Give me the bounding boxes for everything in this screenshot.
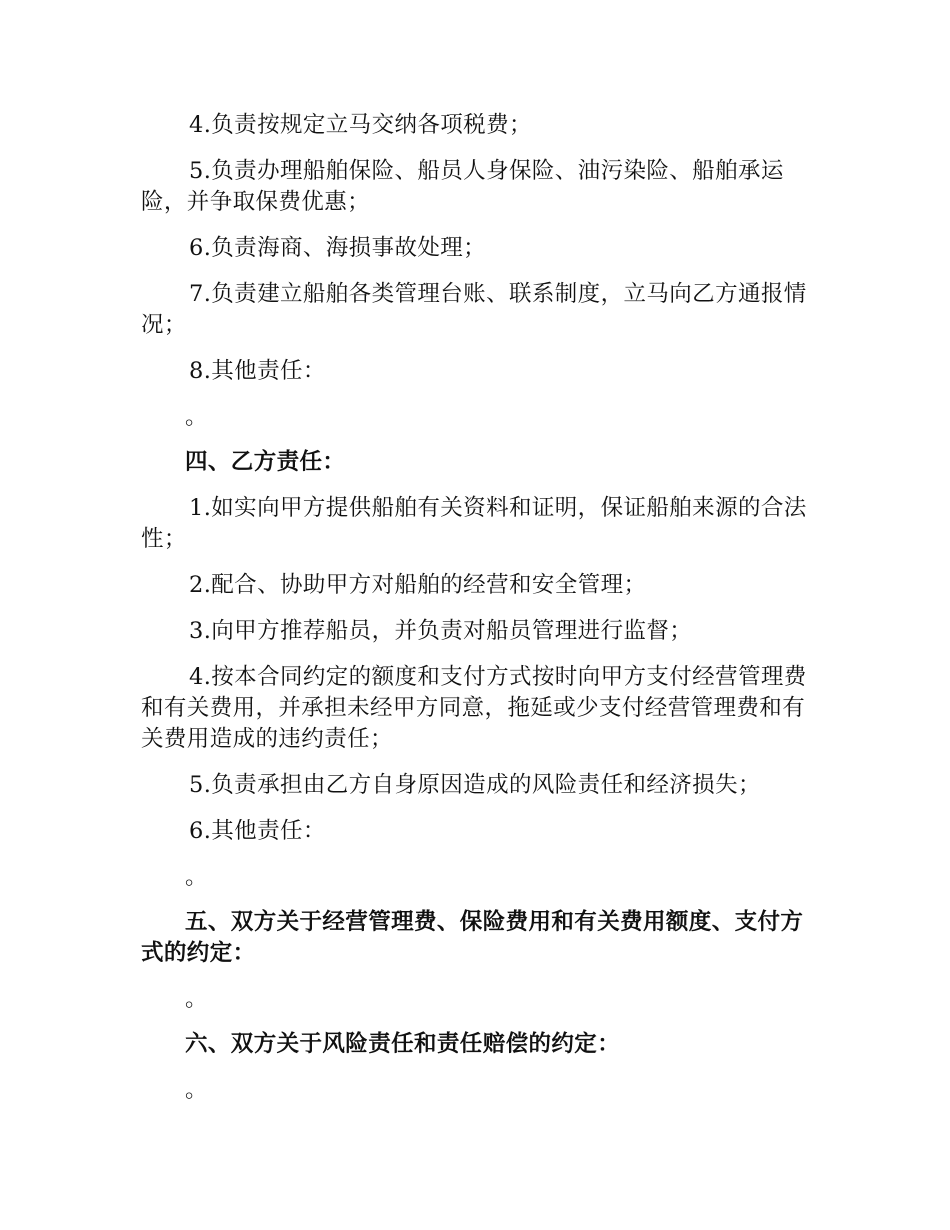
- section-heading-6: 六、双方关于风险责任和责任赔偿的约定：: [185, 1031, 621, 1057]
- clause-yi-5: 5.负责承担由乙方自身原因造成的风险责任和经济损失；: [189, 772, 761, 798]
- section-heading-5: 五、双方关于经营管理费、保险费用和有关费用额度、支付方式的约定：: [141, 909, 804, 966]
- clause-yi-2: 2.配合、协助甲方对船舶的经营和安全管理；: [189, 572, 647, 598]
- clause-yi-3: 3.向甲方推荐船员，并负责对船员管理进行监督；: [189, 618, 693, 644]
- clause-jia-4: 4.负责按规定立马交纳各项税费；: [189, 112, 532, 138]
- clause-jia-8: 8.其他责任：: [189, 358, 326, 384]
- blank-fill-line: 。: [185, 864, 208, 890]
- blank-fill-line: 。: [185, 404, 208, 430]
- clause-jia-5: 5.负责办理船舶保险、船员人身保险、油污染险、船舶承运险，并争取保费优惠；: [141, 158, 784, 215]
- document-page: [141, 110, 813, 1120]
- section-heading-4: 四、乙方责任：: [185, 449, 346, 475]
- clause-jia-6: 6.负责海商、海损事故处理；: [189, 235, 487, 261]
- clause-yi-6: 6.其他责任：: [189, 818, 326, 844]
- clause-yi-1: 1.如实向甲方提供船舶有关资料和证明，保证船舶来源的合法性；: [141, 495, 807, 552]
- clause-jia-7: 7.负责建立船舶各类管理台账、联系制度，立马向乙方通报情况；: [141, 281, 807, 338]
- clause-yi-4: 4.按本合同约定的额度和支付方式按时向甲方支付经营管理费和有关费用，并承担未经甲方同意，拖延或少支付经营管理费和有关费用造成的违约责任；: [141, 664, 807, 752]
- blank-fill-line: 。: [185, 986, 208, 1012]
- blank-fill-line: 。: [185, 1077, 208, 1103]
